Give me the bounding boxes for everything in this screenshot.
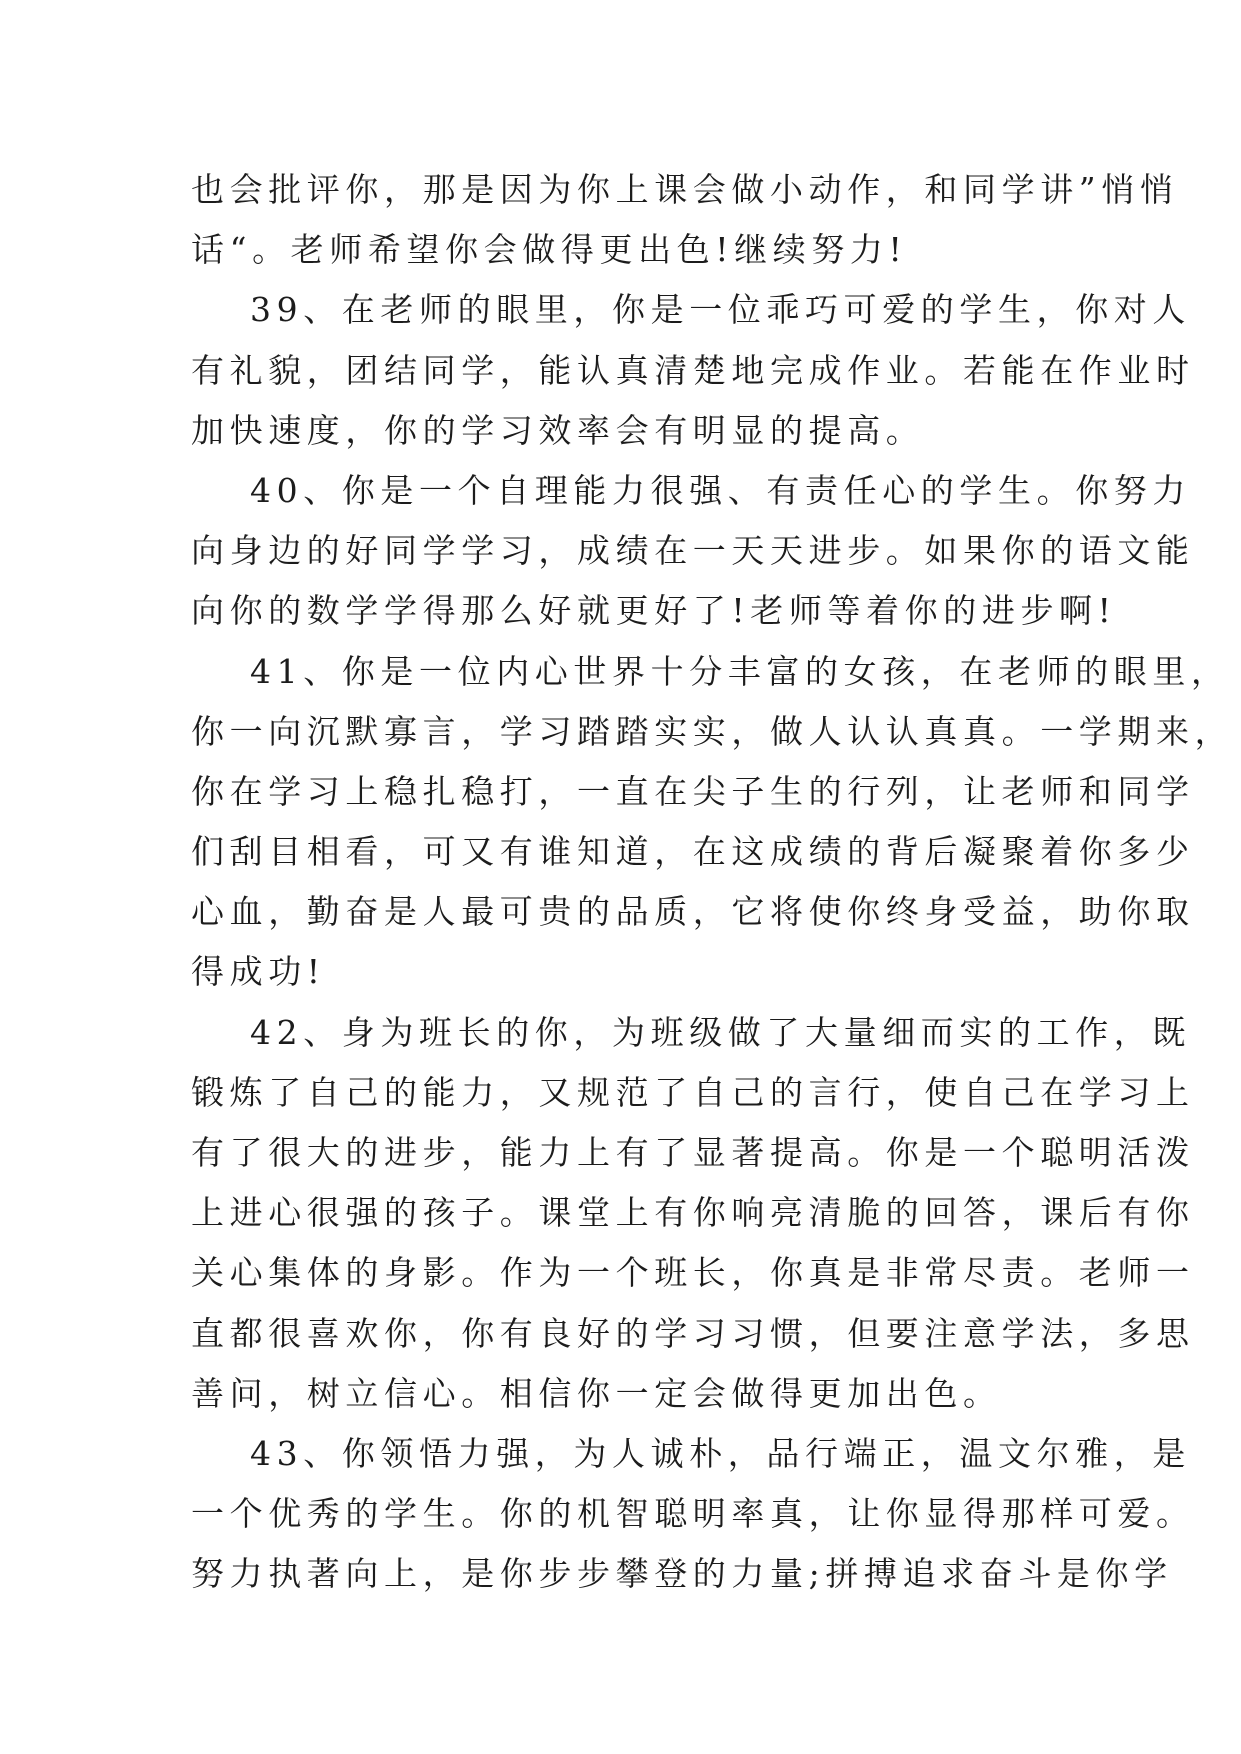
text-line: 善问，树立信心。相信你一定会做得更加出色。: [191, 1373, 1002, 1413]
text-line: 心血，勤奋是人最可贵的品质，它将使你终身受益，助你取: [191, 892, 1195, 932]
text-line: 向你的数学学得那么好就更好了!老师等着你的进步啊!: [191, 591, 1117, 631]
text-line: 上进心很强的孩子。课堂上有你响亮清脆的回答，课后有你: [191, 1193, 1195, 1233]
text-line: 一个优秀的学生。你的机智聪明率真，让你显得那样可爱。: [191, 1494, 1195, 1534]
text-line: 向身边的好同学学习，成绩在一天天进步。如果你的语文能: [191, 531, 1195, 571]
text-line: 加快速度，你的学习效率会有明显的提高。: [191, 410, 925, 450]
text-line: 有了很大的进步，能力上有了显著提高。你是一个聪明活泼: [191, 1133, 1195, 1172]
paragraph-first-line: 43、你领悟力强，为人诚朴，品行端正，温文尔雅，是: [250, 1433, 1191, 1473]
paragraph-first-line: 42、身为班长的你，为班级做了大量细而实的工作，既: [250, 1012, 1191, 1052]
paragraph-first-line: 41、你是一位内心世界十分丰富的女孩，在老师的眼里，: [250, 651, 1230, 691]
text-line: 锻炼了自己的能力，又规范了自己的言行，使自己在学习上: [191, 1072, 1195, 1112]
text-line: 们刮目相看，可又有谁知道，在这成绩的背后凝聚着你多少: [191, 832, 1195, 872]
text-line: 你在学习上稳扎稳打，一直在尖子生的行列，让老师和同学: [191, 771, 1195, 811]
text-line: 关心集体的身影。作为一个班长，你真是非常尽责。老师一: [191, 1253, 1195, 1293]
text-line: 努力执著向上，是你步步攀登的力量;拼搏追求奋斗是你学: [191, 1554, 1173, 1594]
paragraph-first-line: 39、在老师的眼里，你是一位乖巧可爱的学生，你对人: [250, 290, 1191, 330]
text-line: 得成功!: [191, 952, 326, 992]
text-line: 也会批评你，那是因为你上课会做小动作，和同学讲”悄悄: [191, 170, 1179, 209]
text-line: 话“。老师希望你会做得更出色!继续努力!: [191, 230, 908, 270]
text-line: 直都很喜欢你，你有良好的学习习惯，但要注意学法，多思: [191, 1313, 1195, 1353]
text-line: 你一向沉默寡言，学习踏踏实实，做人认认真真。一学期来，: [191, 711, 1234, 751]
paragraph-first-line: 40、你是一个自理能力很强、有责任心的学生。你努力: [250, 470, 1191, 510]
document-body: [191, 160, 1234, 1605]
text-line: 有礼貌，团结同学，能认真清楚地完成作业。若能在作业时: [191, 350, 1195, 390]
